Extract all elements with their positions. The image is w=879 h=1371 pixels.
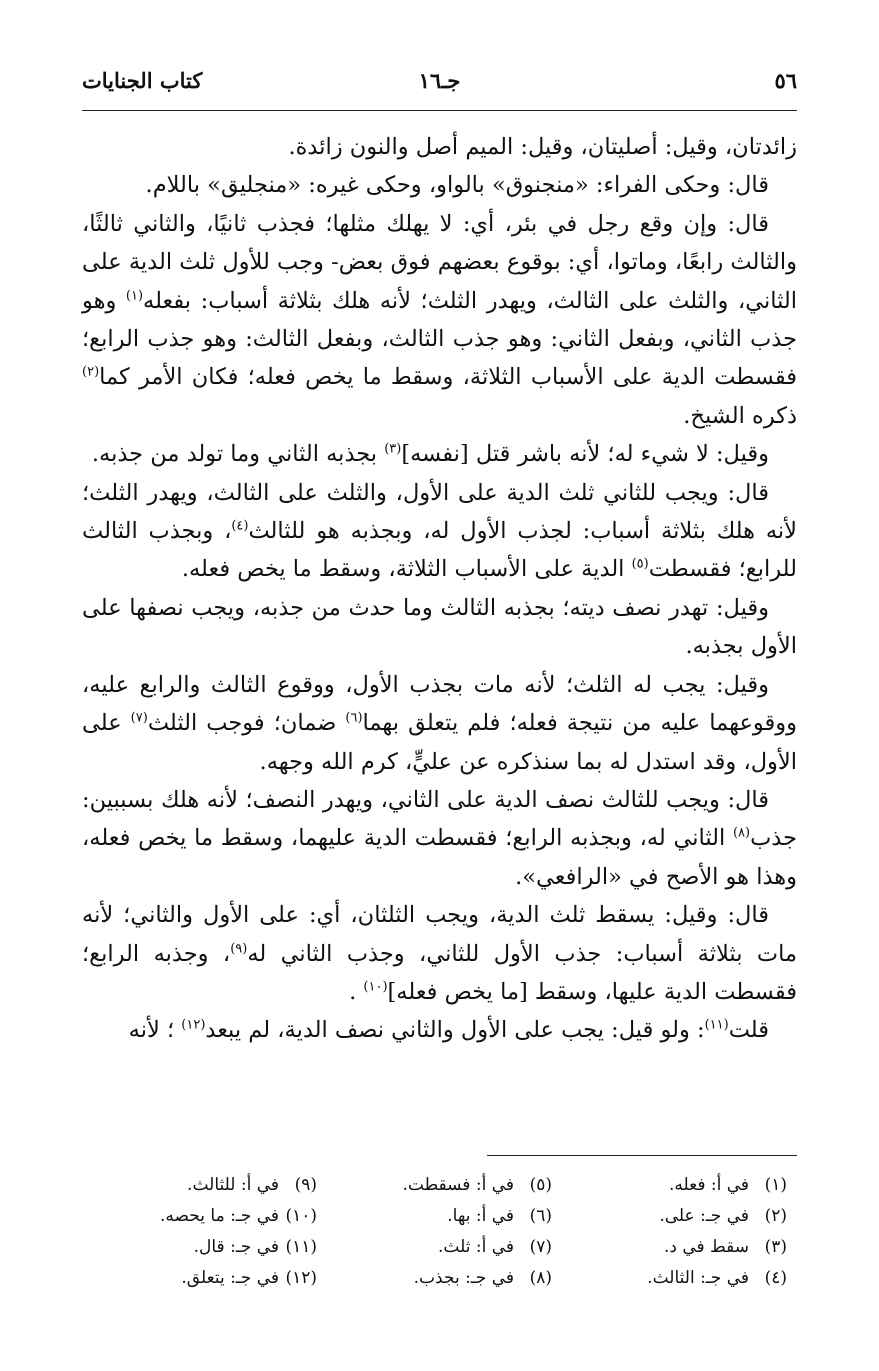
text-run: بجذبه الثاني وما تولد من جذبه. [91, 441, 385, 468]
footnote-number: (٢) [764, 1206, 787, 1226]
footnote-marker[interactable]: (٣) [384, 441, 402, 457]
footnote-marker[interactable]: (١١) [704, 1017, 729, 1033]
footnote-text: في أ: ثلث. [437, 1237, 514, 1257]
footnote-text: في جـ: يتعلق. [181, 1268, 279, 1288]
paragraph [82, 1011, 797, 1049]
text-run: وقيل: لا شيء له؛ لأنه باشر قتل [نفسه] [401, 441, 769, 468]
main-text [82, 128, 797, 1050]
text-run: قال: وقيل: يسقط ثلث الدية، ويجب الثلثان، أي: على الأول والثاني؛ لأنه مات بثلاثة أسباب: جذب الأول للثاني، وجذب الثاني له [82, 902, 797, 967]
footnote-item [317, 1170, 552, 1201]
text-run: ، وجذبه الرابع؛ فقسطت الدية عليها، وسقط [ما يخص فعله] [82, 940, 797, 1005]
footnote-marker[interactable]: (٨) [732, 825, 751, 841]
paragraph: وقيل: تهدر نصف ديته؛ بجذبه الثالث وما حدث من جذبه، ويجب نصفها على الأول بجذبه. [82, 594, 797, 660]
text-run: . [349, 978, 364, 1005]
text-run: قال: وإن وقع رجل في بئر، أي: لا يهلك مثلها؛ فجذب ثانيًا، والثاني ثالثًا، والثالث رابعًا، وماتوا، أي: بوقوع بعضهم فوق بعض- وجب للأول ثلث الدية على الثاني، والثلث على الثالث، ويهدر الثلث؛ لأنه هلك بثلاثة أسباب: بفعله [82, 210, 797, 314]
footnote-item [82, 1232, 317, 1263]
text-run: الدية على الأسباب الثلاثة، وسقط ما يخص فعله. [181, 556, 632, 583]
footnote-item [82, 1263, 317, 1294]
footnote-text: في جـ: على. [659, 1206, 749, 1226]
footnote-number: (٣) [764, 1237, 787, 1257]
footnote-column-3 [82, 1170, 317, 1294]
text-run: قال: ويجب للثاني ثلث الدية على الأول، والثلث على الثالث، ويهدر الثلث؛ لأنه هلك بثلاثة أسباب: لجذب الأول له، وبجذبه هو للثالث [82, 479, 797, 545]
footnote-text: في جـ: قال. [193, 1237, 279, 1257]
footnote-item [317, 1263, 552, 1294]
text-run: ذكره الشيخ. [683, 402, 797, 429]
footnote-number: (٤) [764, 1268, 787, 1288]
footnote-item [552, 1170, 787, 1201]
footnote-marker[interactable]: (٢) [82, 364, 100, 380]
footnote-marker[interactable]: (١٠) [363, 979, 388, 995]
text-run: ؛ لأنه [128, 1017, 182, 1044]
footnote-item [82, 1201, 317, 1232]
page-number: ٥٦ [774, 68, 797, 93]
footnote-text: في جـ: الثالث. [647, 1268, 749, 1288]
footnote-marker[interactable]: (٩) [230, 941, 248, 957]
footnote-number: (٩) [294, 1175, 317, 1195]
footnote-number: (٨) [529, 1268, 552, 1288]
footnote-marker[interactable]: (١) [125, 288, 144, 304]
footnote-number: (٥) [529, 1175, 552, 1195]
text-run: وهو جذب الثاني، وبفعل الثاني: وهو جذب الثالث، وبفعل الثالث: وهو جذب الرابع؛ فقسطت الدية على الأسباب الثلاثة، وسقط ما يخص فعله؛ فكان الأمر كما [82, 287, 797, 391]
footnotes [82, 1170, 787, 1294]
volume-label: جـ١٦ [418, 68, 461, 93]
footnote-marker[interactable]: (١٢) [181, 1017, 206, 1033]
footnote-marker[interactable]: (٧) [130, 710, 148, 726]
paragraph [82, 205, 797, 435]
footnote-divider [487, 1155, 797, 1156]
footnote-text: في جـ: ما يحصه. [160, 1206, 279, 1226]
footnote-text: في أ: بها. [447, 1206, 514, 1226]
text-run: وقيل: يجب له الثلث؛ لأنه مات بجذب الأول، ووقوع الثالث والرابع عليه، ووقوعهما عليه من نتيجة فعله؛ فلم يتعلق بهما [82, 671, 797, 737]
footnote-marker[interactable]: (٦) [345, 710, 363, 726]
footnote-item [317, 1201, 552, 1232]
paragraph [82, 666, 797, 781]
footnote-number: (١٢) [285, 1268, 317, 1288]
text-run: قلت [728, 1017, 769, 1044]
footnote-item [82, 1170, 317, 1201]
footnote-item [552, 1232, 787, 1263]
text-run: على الأول، وقد استدل له بما سنذكره عن عليٍّ، كرم الله وجهه. [82, 710, 797, 775]
text-run: ، وبجذب الثالث للرابع؛ فقسطت [82, 518, 797, 583]
footnote-column-1 [552, 1170, 787, 1294]
footnote-number: (٧) [529, 1237, 552, 1257]
footnote-marker[interactable]: (٥) [631, 556, 649, 572]
footnote-item [552, 1201, 787, 1232]
text-run: الثاني له، وبجذبه الرابع؛ فقسطت الدية عليهما، وسقط ما يخص فعله، وهذا هو الأصح في «الرافعي». [82, 825, 797, 890]
footnote-item [552, 1263, 787, 1294]
text-run: قال: ويجب للثالث نصف الدية على الثاني، ويهدر النصف؛ لأنه هلك بسببين: جذب [82, 786, 797, 852]
text-run: ضمان؛ فوجب الثلث [147, 710, 346, 737]
footnote-text: في أ: فعله. [668, 1175, 749, 1195]
footnote-item [317, 1232, 552, 1263]
paragraph [82, 896, 797, 1011]
paragraph: زائدتان، وقيل: أصليتان، وقيل: الميم أصل والنون زائدة. [288, 134, 797, 160]
footnote-text: في أ: للثالث. [187, 1175, 279, 1195]
footnote-text: في جـ: بجذب. [413, 1268, 514, 1288]
header-divider [82, 110, 797, 111]
footnote-column-2 [317, 1170, 552, 1294]
footnote-number: (٦) [529, 1206, 552, 1226]
footnote-text: سقط في د. [663, 1237, 749, 1257]
footnote-text: في أ: فسقطت. [402, 1175, 514, 1195]
footnote-marker[interactable]: (٤) [231, 518, 249, 534]
footnote-number: (١) [764, 1175, 787, 1195]
paragraph [82, 474, 797, 589]
paragraph [82, 781, 797, 896]
footnote-number: (١٠) [285, 1206, 317, 1226]
book-title: كتاب الجنايات [82, 68, 203, 93]
page-header [82, 62, 797, 102]
text-run: : ولو قيل: يجب على الأول والثاني نصف الدية، لم يبعد [205, 1017, 705, 1044]
paragraph [82, 435, 797, 473]
footnote-number: (١١) [285, 1237, 317, 1257]
paragraph: قال: وحكى الفراء: «منجنوق» بالواو، وحكى غيره: «منجليق» باللام. [145, 172, 769, 199]
